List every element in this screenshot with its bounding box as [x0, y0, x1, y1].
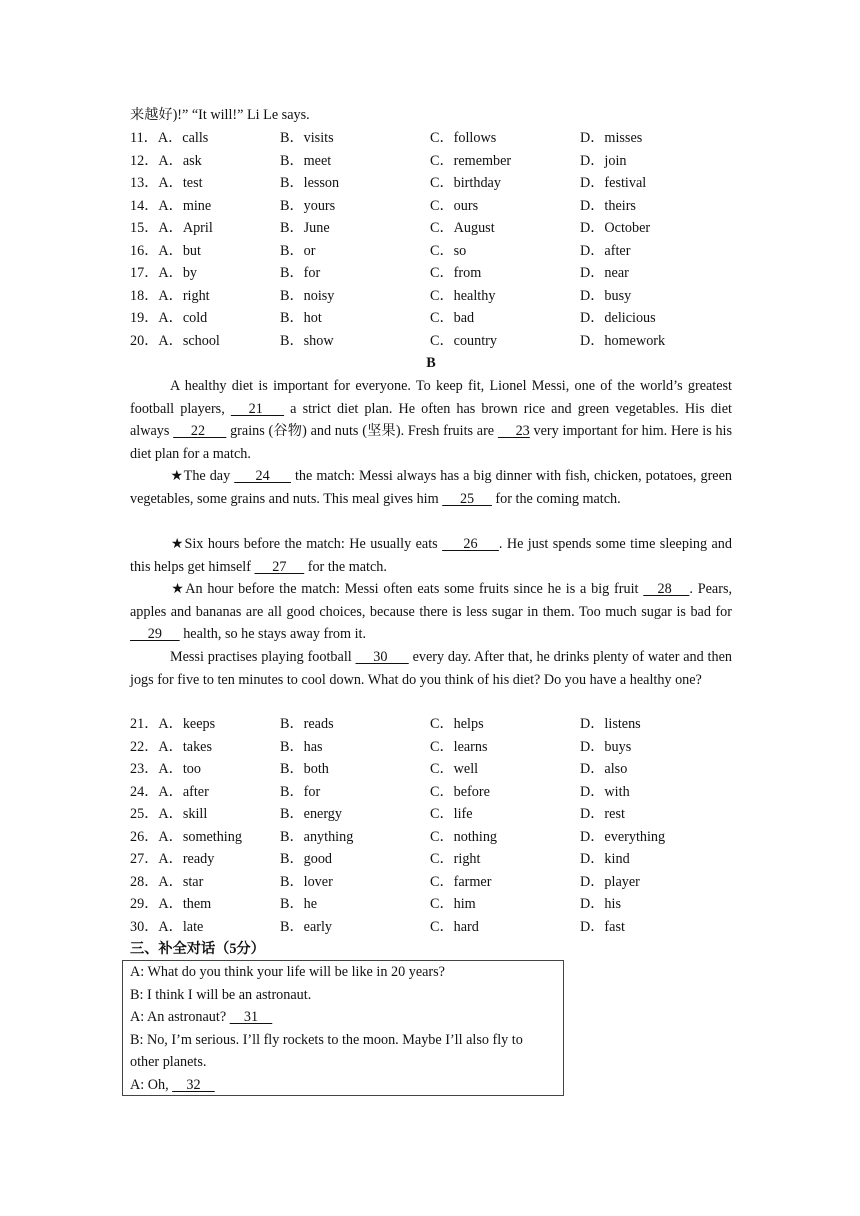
question-option-row	[130, 240, 740, 263]
dialog-box	[122, 960, 564, 1096]
option-d[interactable]: D．listens	[580, 716, 641, 732]
option-b[interactable]: B．reads	[280, 716, 334, 732]
dialog-line: A: Oh, 32	[130, 1074, 563, 1097]
option-c[interactable]: C．healthy	[430, 287, 496, 304]
option-c[interactable]: C．helps	[430, 716, 484, 732]
option-a[interactable]: 18．A．right	[130, 287, 210, 304]
option-b[interactable]: B．he	[280, 896, 318, 912]
option-b[interactable]: B．anything	[280, 828, 354, 845]
option-c[interactable]: C．life	[430, 806, 473, 822]
option-d[interactable]: D．after	[580, 242, 631, 259]
option-b[interactable]: B．show	[280, 332, 334, 349]
question-option-row	[130, 871, 740, 894]
dialog-line: A: An astronaut? 31	[130, 1006, 563, 1029]
option-c[interactable]: C．remember	[430, 152, 512, 169]
passage-paragraph-5: Messi practises playing football 30 every day. After that, he drinks plenty of water and then jogs for five to ten minutes to cool down. What do you think of his diet? Do you have a healthy one?	[130, 646, 732, 691]
question-option-row	[130, 848, 740, 871]
option-c[interactable]: C．August	[430, 220, 495, 236]
blank-23[interactable]: 23	[497, 423, 530, 439]
question-option-row	[130, 217, 740, 240]
option-b[interactable]: B．hot	[280, 310, 322, 326]
question-option-row	[130, 826, 740, 849]
blank-22[interactable]: 22	[173, 423, 227, 439]
question-option-row	[130, 803, 740, 826]
passage-paragraph-3: ★Six hours before the match: He usually eats 26 . He just spends some time sleeping and this helps get himself 27 for the match.	[130, 533, 732, 578]
option-c[interactable]: C．ours	[430, 197, 479, 214]
option-b[interactable]: B．noisy	[280, 287, 335, 304]
option-a[interactable]: 22．A．takes	[130, 738, 212, 755]
option-b[interactable]: B．or	[280, 242, 316, 259]
option-b[interactable]: B．for	[280, 783, 321, 800]
option-c[interactable]: C．right	[430, 851, 481, 867]
question-option-row	[130, 758, 740, 781]
blank-21[interactable]: 21	[230, 400, 285, 417]
option-d[interactable]: D．also	[580, 761, 628, 777]
option-d[interactable]: D．busy	[580, 287, 632, 304]
blank-31[interactable]: 31	[229, 1009, 273, 1026]
option-a[interactable]: 26．A．something	[130, 828, 242, 845]
option-a[interactable]: 27．A．ready	[130, 851, 215, 867]
option-a[interactable]: 16．A．but	[130, 242, 201, 259]
blank-29[interactable]: 29	[130, 626, 180, 642]
option-a[interactable]: 12．A．ask	[130, 152, 202, 169]
option-a[interactable]: 19．A．cold	[130, 310, 208, 326]
option-a[interactable]: 11．A．calls	[130, 130, 209, 146]
blank-25[interactable]: 25	[442, 490, 492, 507]
option-a[interactable]: 24．A．after	[130, 783, 209, 800]
option-a[interactable]: 23．A．too	[130, 761, 201, 777]
option-c[interactable]: C．hard	[430, 918, 479, 935]
question-option-row	[130, 150, 740, 173]
option-b[interactable]: B．June	[280, 220, 330, 236]
option-c[interactable]: C．so	[430, 242, 467, 259]
question-option-row	[130, 172, 740, 195]
option-c[interactable]: C．farmer	[430, 873, 492, 890]
option-a[interactable]: 29．A．them	[130, 896, 212, 912]
option-a[interactable]: 17．A．by	[130, 265, 198, 281]
option-c[interactable]: C．from	[430, 265, 482, 281]
option-a[interactable]: 30．A．late	[130, 918, 204, 935]
option-d[interactable]: D．homework	[580, 332, 666, 349]
passage-paragraph-4: ★An hour before the match: Messi often eats some fruits since he is a big fruit 28 . Pears, apples and bananas are all good choices, because there is less sugar in them. Too much sugar is bad for 29 health, so he stays away from it.	[130, 578, 732, 646]
question-option-row	[130, 916, 740, 939]
question-option-row	[130, 781, 740, 804]
section-b-title: B	[426, 355, 436, 371]
option-a[interactable]: 13．A．test	[130, 175, 203, 191]
option-c[interactable]: C．nothing	[430, 828, 498, 845]
option-b[interactable]: B．good	[280, 851, 333, 867]
question-option-row	[130, 330, 740, 353]
option-d[interactable]: D．his	[580, 896, 621, 912]
option-d[interactable]: D．kind	[580, 851, 630, 867]
option-d[interactable]: D．buys	[580, 738, 632, 755]
question-option-row	[130, 893, 740, 916]
option-d[interactable]: D．player	[580, 873, 640, 890]
dialog-line: B: I think I will be an astronaut.	[130, 986, 312, 1003]
option-d[interactable]: D．join	[580, 152, 627, 169]
option-d[interactable]: D．delicious	[580, 310, 656, 326]
question-option-row	[130, 307, 740, 330]
option-b[interactable]: B．both	[280, 761, 329, 777]
option-d[interactable]: D．with	[580, 783, 630, 800]
blank-26[interactable]: 26	[442, 536, 499, 552]
option-a[interactable]: 14．A．mine	[130, 197, 212, 214]
question-option-row	[130, 262, 740, 285]
passage-paragraph-1: A healthy diet is important for everyone. To keep fit, Lionel Messi, one of the world’s greatest football players, 21 a strict diet plan. He often has brown rice and green vegetables. His diet always 22 grains (谷物) and nuts (坚果). Fresh fruits are 23 very important for him. Here is his diet plan for a match.	[130, 378, 733, 462]
dialog-line: A: What do you think your life will be like in 20 years?	[130, 964, 445, 980]
option-b[interactable]: B．for	[280, 265, 321, 281]
continued-text: 来越好)!” “It will!” Li Le says.	[130, 107, 310, 123]
option-c[interactable]: C．learns	[430, 738, 488, 755]
blank-24[interactable]: 24	[234, 468, 291, 484]
blank-27[interactable]: 27	[254, 558, 305, 575]
blank-30[interactable]: 30	[355, 649, 409, 665]
option-a[interactable]: 28．A．star	[130, 873, 204, 890]
option-c[interactable]: C．follows	[430, 130, 497, 146]
option-b[interactable]: B．early	[280, 918, 333, 935]
option-a[interactable]: 21．A．keeps	[130, 716, 216, 732]
option-a[interactable]: 25．A．skill	[130, 806, 208, 822]
option-b[interactable]: B．visits	[280, 130, 334, 146]
option-a[interactable]: 15．A．April	[130, 220, 213, 236]
question-option-row	[130, 195, 740, 218]
option-d[interactable]: D．everything	[580, 828, 666, 845]
option-b[interactable]: B．yours	[280, 197, 336, 214]
option-d[interactable]: D．rest	[580, 806, 625, 822]
option-c[interactable]: C．well	[430, 761, 479, 777]
question-option-row	[130, 736, 740, 759]
option-b[interactable]: B．energy	[280, 806, 342, 822]
option-d[interactable]: D．theirs	[580, 197, 636, 214]
option-c[interactable]: C．him	[430, 896, 476, 912]
option-b[interactable]: B．meet	[280, 152, 332, 169]
blank-32[interactable]: 32	[172, 1076, 215, 1093]
question-option-row	[130, 127, 740, 150]
question-option-row	[130, 713, 740, 736]
option-d[interactable]: D．misses	[580, 130, 643, 146]
option-c[interactable]: C．birthday	[430, 175, 501, 191]
option-b[interactable]: B．lover	[280, 873, 333, 890]
option-d[interactable]: D．festival	[580, 175, 647, 191]
question-option-row	[130, 285, 740, 308]
blank-28[interactable]: 28	[643, 581, 690, 597]
dialog-line: B: No, I’m serious. I’ll fly rockets to the moon. Maybe I’ll also fly to	[130, 1031, 523, 1048]
passage-paragraph-2: ★The day 24 the match: Messi always has a big dinner with fish, chicken, potatoes, green vegetables, some grains and nuts. This meal gives him 25 for the coming match.	[130, 465, 732, 510]
option-d[interactable]: D．fast	[580, 918, 625, 935]
option-c[interactable]: C．country	[430, 332, 497, 349]
option-b[interactable]: B．has	[280, 738, 323, 755]
option-b[interactable]: B．lesson	[280, 175, 340, 191]
option-c[interactable]: C．before	[430, 783, 490, 800]
option-d[interactable]: D．October	[580, 220, 651, 236]
section-3-title: 三、补全对话（5分）	[130, 941, 265, 957]
option-c[interactable]: C．bad	[430, 310, 475, 326]
option-d[interactable]: D．near	[580, 265, 629, 281]
dialog-line: other planets.	[130, 1054, 207, 1071]
option-a[interactable]: 20．A．school	[130, 332, 220, 349]
